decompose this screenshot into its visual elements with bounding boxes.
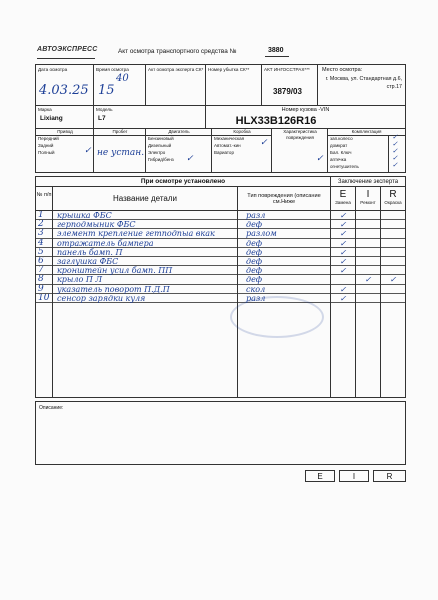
- legend-r: R: [373, 470, 406, 482]
- time-label: Время осмотра: [96, 67, 129, 72]
- drive-option-rear: Задний: [38, 143, 54, 148]
- col-damage-header: Тип повреждения (описание см.Ниже: [238, 187, 331, 211]
- row-part-name: сенсор зарядки куля: [53, 294, 238, 303]
- parts-table: [35, 176, 406, 398]
- row-replace-mark: ✓: [331, 211, 356, 220]
- eir-legend: [305, 470, 406, 482]
- description-label: Описание:: [39, 405, 64, 411]
- row-repair-mark: [356, 229, 381, 238]
- row-paint-mark: [381, 266, 405, 275]
- row-paint-mark: [381, 239, 405, 248]
- row-part-name: крыло П Л: [53, 275, 238, 284]
- date-value: 4.03.25: [39, 83, 89, 98]
- engine-block: [146, 129, 212, 172]
- damage-char-block: [272, 129, 328, 172]
- company-logo: АВТОЭКСПРЕСС: [37, 46, 98, 53]
- col-replace-label: Замена: [335, 200, 351, 205]
- time-hours: 15: [98, 83, 115, 98]
- row-paint-mark: [381, 257, 405, 266]
- row-repair-mark: [356, 294, 381, 303]
- vin-label: Номер кузова -VIN: [281, 107, 330, 113]
- drive-option-full: Полный: [38, 150, 55, 155]
- kit-option-first-aid: аптечка: [330, 157, 347, 162]
- table-row: [36, 294, 405, 303]
- row-paint-mark: [381, 211, 405, 220]
- col-name-header: Название детали: [53, 187, 238, 211]
- model-cell: [94, 106, 206, 128]
- engine-check-icon: ✓: [186, 154, 194, 164]
- insurance-act-label: АКТ ИНГОССТРАХ***: [264, 67, 310, 72]
- mileage-value: не устан.: [97, 148, 145, 158]
- row-replace-mark: ✓: [331, 220, 356, 229]
- column-divider: [380, 303, 381, 397]
- row-paint-mark: [381, 285, 405, 294]
- row-number: 6: [36, 257, 53, 266]
- row-repair-mark: [356, 248, 381, 257]
- loss-number-label: Номер убытка СК**: [208, 67, 250, 72]
- row-replace-mark: ✓: [331, 285, 356, 294]
- row-damage: деф: [238, 257, 331, 266]
- row-replace-mark: [331, 275, 356, 284]
- col-num-header: № п/п: [36, 187, 53, 211]
- row-repair-mark: [356, 266, 381, 275]
- table-row: [36, 285, 405, 294]
- date-label: Дата осмотра: [38, 67, 68, 72]
- row-paint-mark: [381, 248, 405, 257]
- row-replace-mark: ✓: [331, 294, 356, 303]
- table-row: [36, 257, 405, 266]
- model-value: L7: [98, 115, 106, 122]
- row-damage: деф: [238, 266, 331, 275]
- row-damage: разлом: [238, 229, 331, 238]
- row-part-name: герподмыник ФБС: [53, 220, 238, 229]
- brand-cell: [36, 106, 94, 128]
- row-repair-mark: ✓: [356, 275, 381, 284]
- place-value: г. Москва, ул. Стандартная д.6, стр.17: [325, 76, 402, 90]
- kit-option-wrench: Бал. Ключ: [330, 150, 352, 155]
- row-replace-mark: ✓: [331, 266, 356, 275]
- brand-label: Марка: [38, 107, 52, 112]
- damage-char-header: Характеристика повреждения: [283, 129, 317, 140]
- model-label: Модель: [96, 107, 113, 112]
- watermark-stamp: [230, 296, 324, 338]
- row-damage: деф: [238, 239, 331, 248]
- time-cell: [94, 65, 146, 105]
- table-row: [36, 266, 405, 275]
- date-cell: [36, 65, 94, 105]
- engine-option-petrol: Бензиновый: [148, 136, 174, 141]
- row-part-name: кронштейн усил бамп. ПП: [53, 266, 238, 275]
- row-replace-mark: ✓: [331, 229, 356, 238]
- row-repair-mark: [356, 220, 381, 229]
- row-damage: разл: [238, 294, 331, 303]
- row-damage: деф: [238, 220, 331, 229]
- table-row: [36, 220, 405, 229]
- row-number: 8: [36, 275, 53, 284]
- engine-header: Двигатель: [146, 129, 212, 136]
- row-number: 4: [36, 239, 53, 248]
- row-paint-mark: [381, 229, 405, 238]
- vin-cell: [206, 106, 405, 128]
- kit-check-icons: ✓ ✓ ✓ ✓ ✓: [392, 133, 398, 169]
- engine-option-electro: Электро: [148, 150, 166, 155]
- row-number: 7: [36, 266, 53, 275]
- act-number-underline: [265, 56, 289, 57]
- insurance-act-cell: [262, 65, 318, 105]
- gearbox-header: Коробка: [212, 129, 272, 136]
- drive-check-icon: ✓: [84, 146, 92, 156]
- kit-option-jack: домкрат: [330, 143, 348, 148]
- gearbox-option-variator: Вариатор: [214, 150, 234, 155]
- gearbox-option-auto: Автомат.-кин: [214, 143, 241, 148]
- place-cell: [318, 65, 405, 105]
- row-paint-mark: ✓: [389, 275, 397, 285]
- col-r-letter: R: [389, 189, 397, 200]
- legend-e: E: [305, 470, 335, 482]
- vehicle-row-table: [35, 106, 406, 129]
- loss-number-cell: [206, 65, 262, 105]
- col-e-letter: E: [339, 189, 347, 200]
- drive-option-front: Передний: [38, 136, 59, 141]
- row-paint-mark: [381, 220, 405, 229]
- blank-rows-area: [36, 303, 405, 397]
- expert-section-title: Заключение эксперта: [331, 177, 405, 187]
- kit-check-divider: [388, 135, 389, 172]
- column-divider: [52, 303, 53, 397]
- row-number: 3: [36, 229, 53, 238]
- row-part-name: отражатель бампера: [53, 239, 238, 248]
- row-replace-mark: ✓: [331, 257, 356, 266]
- row-part-name: заглушка ФБС: [53, 257, 238, 266]
- mileage-header: Пробег: [94, 129, 146, 136]
- kit-block: [328, 129, 405, 172]
- engine-option-diesel: Дизельный: [148, 143, 172, 148]
- row-number: 1: [36, 211, 53, 220]
- column-divider: [330, 303, 331, 397]
- brand-value: Lixiang: [40, 115, 63, 122]
- col-i-letter: I: [366, 189, 370, 200]
- row-repair-mark: [356, 211, 381, 220]
- parts-section-title: При осмотре установлено: [36, 177, 331, 187]
- engine-option-hybrid: Гибрид/бенз: [148, 157, 174, 162]
- logo-underline: [37, 58, 95, 59]
- row-number: 5: [36, 248, 53, 257]
- table-row: [36, 211, 405, 220]
- expert-act-cell: [146, 65, 206, 105]
- gearbox-option-manual: Механическая: [214, 136, 245, 141]
- row-replace-mark: ✓: [331, 248, 356, 257]
- row-damage: скол: [238, 285, 331, 294]
- row-number: 10: [36, 294, 53, 303]
- row-replace-mark: ✓: [331, 239, 356, 248]
- row-damage: разл: [238, 211, 331, 220]
- row-number: 9: [36, 285, 53, 294]
- row-damage: деф: [238, 248, 331, 257]
- act-title: Акт осмотра транспортного средства №: [118, 48, 237, 55]
- legend-i: I: [339, 470, 369, 482]
- row-part-name: указатель поворот П.Д.П: [53, 285, 238, 294]
- row-repair-mark: [356, 257, 381, 266]
- place-label: Место осмотра:: [322, 67, 363, 73]
- drive-header: Привод: [36, 129, 94, 136]
- row-repair-mark: [356, 285, 381, 294]
- mileage-block: [94, 129, 146, 172]
- col-repair-label: Ремонт: [360, 200, 376, 205]
- insurance-act-number: 3879/03: [273, 87, 302, 96]
- parts-rows: [36, 211, 405, 397]
- row-part-name: крышка ФБС: [53, 211, 238, 220]
- options-grid: [35, 129, 406, 173]
- col-e-header: [331, 187, 356, 211]
- row-part-name: элемент крепление гетподпыа вкак: [53, 229, 238, 238]
- gearbox-block: [212, 129, 272, 172]
- row-paint-mark: [381, 294, 405, 303]
- row-part-name: панель бамп. П: [53, 248, 238, 257]
- col-r-header: [381, 187, 405, 211]
- kit-option-extinguisher: огнетушитель: [330, 164, 359, 169]
- kit-header: Комплектация: [328, 129, 405, 136]
- expert-act-label: Акт осмотра эксперта СК*: [148, 67, 204, 72]
- drive-block: [36, 129, 94, 172]
- info-row-table: [35, 64, 406, 106]
- time-minutes: 40: [116, 73, 129, 84]
- description-box: [35, 401, 406, 465]
- row-damage: деф: [238, 275, 331, 284]
- table-row: [36, 275, 405, 284]
- table-row: [36, 239, 405, 248]
- column-divider: [355, 303, 356, 397]
- table-row: [36, 229, 405, 238]
- kit-option-spare-wheel: зап.колесо: [330, 136, 353, 141]
- vin-value: HLX33B126R16: [235, 115, 317, 127]
- damage-char-check-icon: ✓: [316, 154, 324, 164]
- gearbox-check-icon: ✓: [260, 138, 268, 148]
- col-paint-label: Окраска: [384, 200, 402, 205]
- row-repair-mark: [356, 239, 381, 248]
- row-number: 2: [36, 220, 53, 229]
- col-i-header: [356, 187, 381, 211]
- act-number: 3880: [268, 47, 284, 54]
- table-row: [36, 248, 405, 257]
